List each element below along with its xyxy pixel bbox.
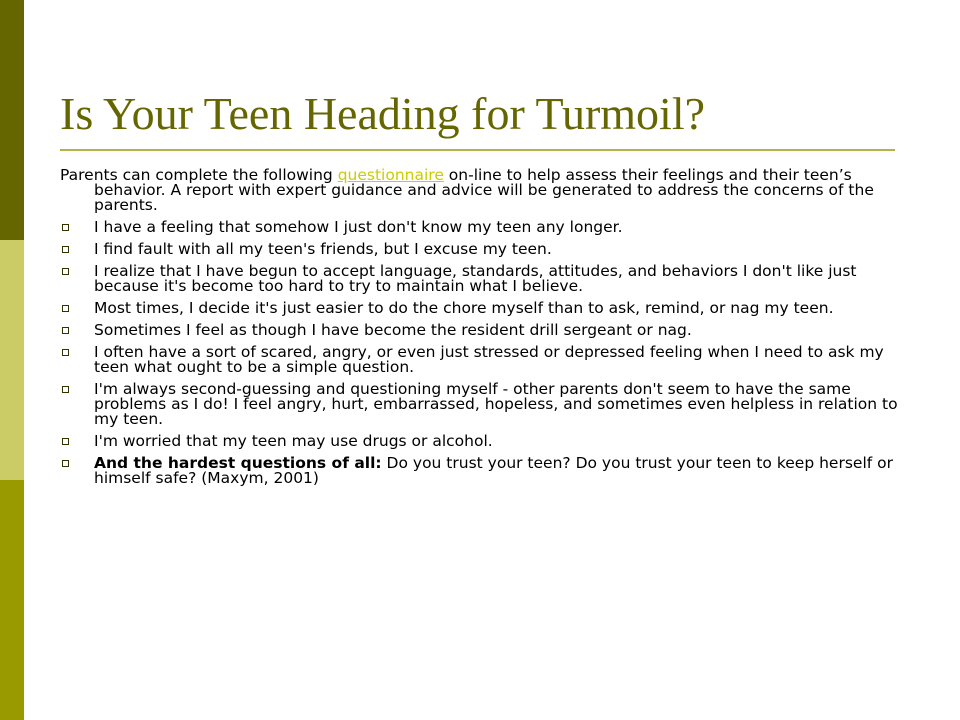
hollow-square-bullet-icon — [62, 305, 69, 312]
bullet-text: I have a feeling that somehow I just don't know my teen any longer. — [94, 218, 623, 236]
bullet-text: I'm worried that my teen may use drugs or alcohol. — [94, 432, 493, 450]
bullet-text: I realize that I have begun to accept language, standards, attitudes, and behaviors I don't like just because it's become too hard to try to maintain what I believe. — [94, 262, 857, 295]
bullet-bold-lead: And the hardest questions of all: — [94, 454, 382, 472]
hollow-square-bullet-icon — [62, 349, 69, 356]
bullet-list — [60, 220, 906, 486]
bullet-item — [60, 382, 906, 427]
hollow-square-bullet-icon — [62, 386, 69, 393]
hollow-square-bullet-icon — [62, 460, 69, 467]
bullet-item — [60, 242, 906, 257]
intro-text-before: Parents can complete the following — [60, 166, 338, 184]
questionnaire-link[interactable]: questionnaire — [337, 166, 444, 184]
sidebar-band-middle — [0, 240, 24, 480]
bullet-item — [60, 345, 906, 375]
bullet-text: I often have a sort of scared, angry, or even just stressed or depressed feeling when I need to ask my teen what ought to be a simple question. — [94, 343, 884, 376]
slide-body — [60, 168, 906, 493]
intro-paragraph — [60, 168, 906, 213]
bullet-item — [60, 264, 906, 294]
bullet-text: Most times, I decide it's just easier to do the chore myself than to ask, remind, or nag my teen. — [94, 299, 834, 317]
sidebar-band-top — [0, 0, 24, 240]
bullet-text: Do you trust your teen? Do you trust your teen to keep herself or himself safe? (Maxym, 2001) — [94, 454, 893, 487]
bullet-text: I'm always second-guessing and questioning myself - other parents don't seem to have the same problems as I do! I feel angry, hurt, embarrassed, hopeless, and sometimes even helpless in relation to my teen. — [94, 380, 898, 428]
bullet-text: Sometimes I feel as though I have become the resident drill sergeant or nag. — [94, 321, 692, 339]
hollow-square-bullet-icon — [62, 268, 69, 275]
bullet-item — [60, 220, 906, 235]
bullet-text: I find fault with all my teen's friends, but I excuse my teen. — [94, 240, 552, 258]
hollow-square-bullet-icon — [62, 224, 69, 231]
bullet-item — [60, 301, 906, 316]
bullet-item — [60, 434, 906, 449]
hollow-square-bullet-icon — [62, 246, 69, 253]
hollow-square-bullet-icon — [62, 438, 69, 445]
intro-text-after: on-line to help assess their feelings and their teen’s behavior. A report with expert guidance and advice will be generated to address the concerns of the parents. — [94, 166, 874, 214]
bullet-item — [60, 323, 906, 338]
hollow-square-bullet-icon — [62, 327, 69, 334]
title-divider — [60, 149, 895, 151]
bullet-item — [60, 456, 906, 486]
sidebar-band-bottom — [0, 480, 24, 720]
slide-title: Is Your Teen Heading for Turmoil? — [60, 88, 706, 139]
